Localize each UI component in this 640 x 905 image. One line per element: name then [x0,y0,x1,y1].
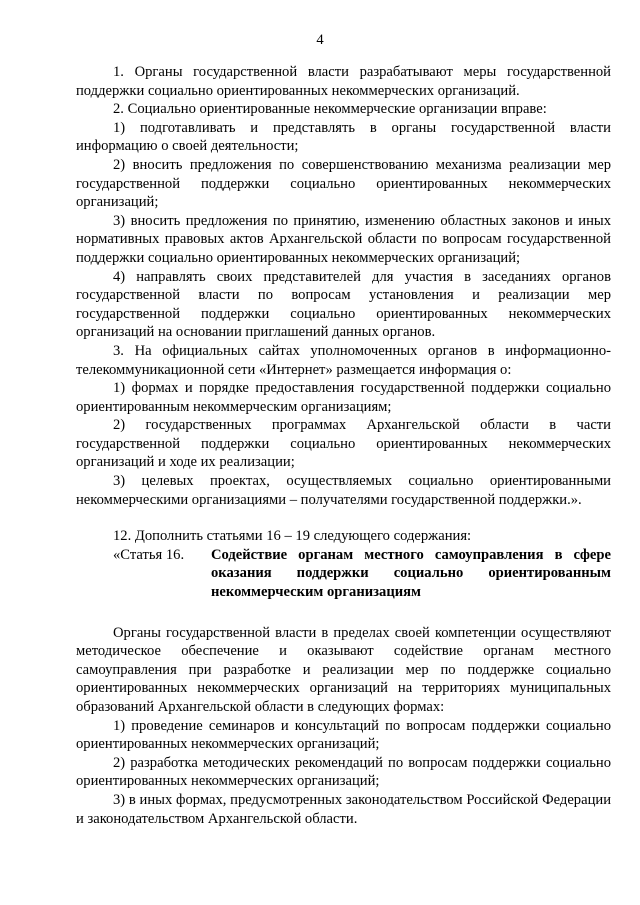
paragraph: 3) целевых проектах, осуществляемых социально ориентированными некоммерческими организациями – получателями государственной поддержки.». [76,473,611,508]
paragraph: 2) государственных программах Архангельской области в части государственной поддержки социально ориентированных некоммерческих организаций и ходе их реализации; [76,417,611,471]
document-body [76,63,611,828]
paragraph: 3. На официальных сайтах уполномоченных органов в информационно-телекоммуникационной сети «Интернет» размещается информация о: [76,342,611,378]
article-label: «Статья 16. [113,546,185,563]
paragraph: Органы государственной власти в пределах своей компетенции осуществляют методическое обеспечение и оказывают содействие органам местного самоуправления при разработке и реализации мер по поддержке социально ориентированных некоммерческих организаций на территориях муниципальных образований Архангельской области в следующих формах: [76,624,611,715]
paragraph: 3) вносить предложения по принятию, изменению областных законов и иных нормативных правовых актов Архангельской области по вопросам государственной поддержки социально ориентированных некоммерческих организаций; [76,212,611,266]
article-title: Содействие органам местного самоуправления в сфере оказания поддержки социально ориентированным некоммерческим организациям [211,546,611,601]
spacer [76,602,611,624]
paragraph: 3) в иных формах, предусмотренных законодательством Российской Федерации и законодательством Архангельской области. [76,791,611,827]
amendment-item-12: 12. Дополнить статьями 16 – 19 следующего содержания: [113,528,472,545]
paragraph: 2) разработка методических рекомендаций по вопросам поддержки социально ориентированных некоммерческих организаций; [76,754,611,790]
paragraph: 1) проведение семинаров и консультаций по вопросам поддержки социально ориентированных некоммерческих организаций; [76,717,611,753]
paragraph: 1) формах и порядке предоставления государственной поддержки социально ориентированным некоммерческим организациям; [76,380,611,415]
paragraph: 2) вносить предложения по совершенствованию механизма реализации мер государственной поддержки социально ориентированных некоммерческих организаций; [76,156,611,211]
article-heading [76,546,611,602]
paragraph: 1. Органы государственной власти разрабатывают меры государственной поддержки социально ориентированных некоммерческих организаций. [76,64,611,99]
paragraph: 2. Социально ориентированные некоммерческие организации вправе: [113,101,547,118]
paragraph: 1) подготавливать и представлять в органы государственной власти информацию о своей деятельности; [76,119,611,155]
paragraph: 4) направлять своих представителей для участия в заседаниях органов государственной власти по вопросам установления и реализации мер государственной поддержки социально ориентированных некоммерческих организаций на основании приглашений данных органов. [76,268,611,341]
spacer [76,509,611,527]
page-number: 4 [316,32,324,48]
